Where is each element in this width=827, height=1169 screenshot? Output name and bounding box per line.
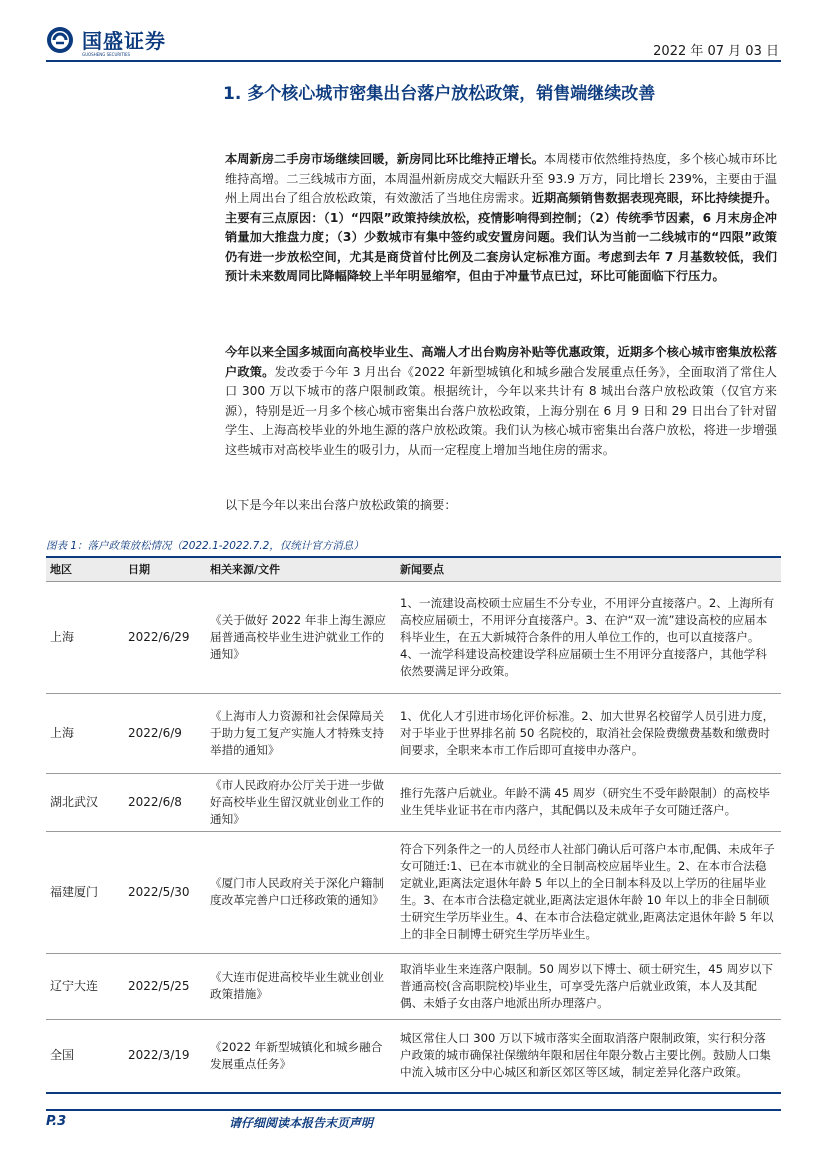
table-row <box>46 1019 781 1093</box>
cell-date: 2022/5/30 <box>124 831 206 953</box>
table-row <box>46 693 781 773</box>
cell-date: 2022/6/8 <box>124 773 206 831</box>
cell-source: 《市人民政府办公厅关于进一步做好高校毕业生留汉就业创业工作的通知》 <box>206 773 396 831</box>
paragraph-market-summary <box>225 150 777 287</box>
cell-region: 上海 <box>46 581 124 693</box>
cell-points: 符合下列条件之一的人员经市人社部门确认后可落户本市,配偶、未成年子女可随迁:1、已在本市就业的全日制高校应届毕业生。2、在本市合法稳定就业,距离法定退休年龄 5 年以上的全日制本科及以上学历的往届毕业生。3、在本市合法稳定就业,距离法定退休年龄 10 年以上的非全日制硕士研究生学历毕业生。4、在本市合法稳定就业,距离法定退休年龄 5 年以上的非全日制博士研究生学历毕业生。 <box>396 831 781 953</box>
cell-date: 2022/6/29 <box>124 581 206 693</box>
cell-source: 《关于做好 2022 年非上海生源应届普通高校毕业生进沪就业工作的通知》 <box>206 581 396 693</box>
disclaimer-note: 请仔细阅读本报告末页声明 <box>229 1116 374 1130</box>
paragraph-text-2: 发改委于今年 3 月出台《2022 年新型城镇化和城乡融合发展重点任务》，全面取消了常住人口 300 万以下城市的落户限制政策。根据统计，今年以来共计有 8 城出台落户放松政策（仅官方来源），特别是近一月多个核心城市密集出台落户放松政策，上海分别在 6 月 9 日和 29 日出台了针对留学生、上海高校毕业的外地生源的落户放松政策。我们认为核心城市密集出台落户放松，将进一步增强这些城市对高校毕业生的吸引力，从而一定程度上增加当地住房的需求。 <box>225 364 777 457</box>
policy-table <box>46 556 781 1094</box>
logo-text: 国盛证券 <box>82 29 166 53</box>
header-date: 日期 <box>124 557 206 581</box>
cell-date: 2022/6/9 <box>124 693 206 773</box>
table-row <box>46 831 781 953</box>
paragraph-hukou-policy <box>225 343 777 460</box>
cell-region: 辽宁大连 <box>46 953 124 1019</box>
cell-source: 《厦门市人民政府关于深化户籍制度改革完善户口迁移政策的通知》 <box>206 831 396 953</box>
paragraph-text-1: 本周楼市依然维持热度，多个核心城市环比维持高增。二三线城市方面，本周温州新房成交大幅跃升至 93.9 万方，同比增长 239%，主要由于温州上周出台了组合放松政策，有效激活了当地住房需求。 <box>225 152 778 205</box>
report-date: 2022 年 07 月 03 日 <box>653 44 779 59</box>
table-caption: 图表 1：落户政策放松情况（2022.1-2022.7.2，仅统计官方消息） <box>46 540 364 552</box>
header-region: 地区 <box>46 557 124 581</box>
page-header <box>0 0 827 64</box>
header-points: 新闻要点 <box>396 557 781 581</box>
company-logo <box>46 25 166 54</box>
cell-date: 2022/3/19 <box>124 1019 206 1093</box>
cell-points: 城区常住人口 300 万以下城市落实全面取消落户限制政策，实行积分落户政策的城市确保社保缴纳年限和居住年限分数占主要比例。鼓励人口集中流入城市区分中心城区和新区郊区等区域，制定差异化落户政策。 <box>396 1019 781 1093</box>
bold-lead-1: 本周新房二手房市场继续回暖，新房同比环比维持正增长。 <box>225 152 544 166</box>
header-divider <box>46 60 781 62</box>
footer-divider <box>46 1109 781 1111</box>
cell-region: 全国 <box>46 1019 124 1093</box>
bold-lead-2: 近期高频销售数据表现亮眼，环比持续提升。主要有三点原因：（1）“四限”政策持续放松，疫情影响得到控制；（2）传统季节因素，6 月末房企冲销量加大推盘力度；（3）少数城市有集中签约或安置房问题。我们认为当前一二线城市的“四限”政策仍有进一步放松空间，尤其是商贷首付比例及二套房认定标准方面。考虑到去年 7 月基数较低，我们预计未来数周同比降幅降较上半年明显缩窄，但由于冲量节点已过，环比可能面临下行压力。 <box>225 191 778 283</box>
cell-points: 1、一流建设高校硕士应届生不分专业，不用评分直接落户。2、上海所有高校应届硕士，不用评分直接落户。3、在沪“双一流”建设高校的应届本科毕业生，在五大新城符合条件的用人单位工作的，也可以直接落户。4、一流学科建设高校建设学科应届硕士生不用评分直接落户，其他学科依然要满足评分政策。 <box>396 581 781 693</box>
table-row <box>46 773 781 831</box>
table-header-row <box>46 557 781 581</box>
page-number: P.3 <box>46 1114 67 1129</box>
cell-source: 《2022 年新型城镇化和城乡融合发展重点任务》 <box>206 1019 396 1093</box>
bold-lead-3: 今年以来全国多城面向高校毕业生、高端人才出台购房补贴等优惠政策，近期多个核心城市密集放松落户政策。 <box>225 345 777 379</box>
table-row <box>46 953 781 1019</box>
header-source: 相关来源/文件 <box>206 557 396 581</box>
cell-region: 湖北武汉 <box>46 773 124 831</box>
cell-source: 《大连市促进高校毕业生就业创业政策措施》 <box>206 953 396 1019</box>
guosheng-logo-icon <box>46 26 74 54</box>
table-row <box>46 581 781 693</box>
cell-region: 上海 <box>46 693 124 773</box>
cell-points: 推行先落户后就业。年龄不满 45 周岁（研究生不受年龄限制）的高校毕业生凭毕业证书在市内落户，其配偶以及未成年子女可随迁落户。 <box>396 773 781 831</box>
section-title: 1. 多个核心城市密集出台落户放松政策，销售端继续改善 <box>223 84 656 104</box>
cell-points: 1、优化人才引进市场化评价标准。2、加大世界名校留学人员引进力度，对于毕业于世界排名前 50 名院校的，取消社会保险费缴费基数和缴费时间要求，全职来本市工作后即可直接申办落户。 <box>396 693 781 773</box>
cell-region: 福建厦门 <box>46 831 124 953</box>
cell-date: 2022/5/25 <box>124 953 206 1019</box>
paragraph-summary-intro: 以下是今年以来出台落户放松政策的摘要： <box>225 498 457 512</box>
logo-subtitle: GUOSHENG SECURITIES <box>82 52 131 57</box>
cell-points: 取消毕业生来连落户限制。50 周岁以下博士、硕士研究生，45 周岁以下普通高校(含高职院校)毕业生，可享受先落户后就业政策，本人及其配偶、未婚子女由落户地派出所办理落户。 <box>396 953 781 1019</box>
cell-source: 《上海市人力资源和社会保障局关于助力复工复产实施人才特殊支持举措的通知》 <box>206 693 396 773</box>
